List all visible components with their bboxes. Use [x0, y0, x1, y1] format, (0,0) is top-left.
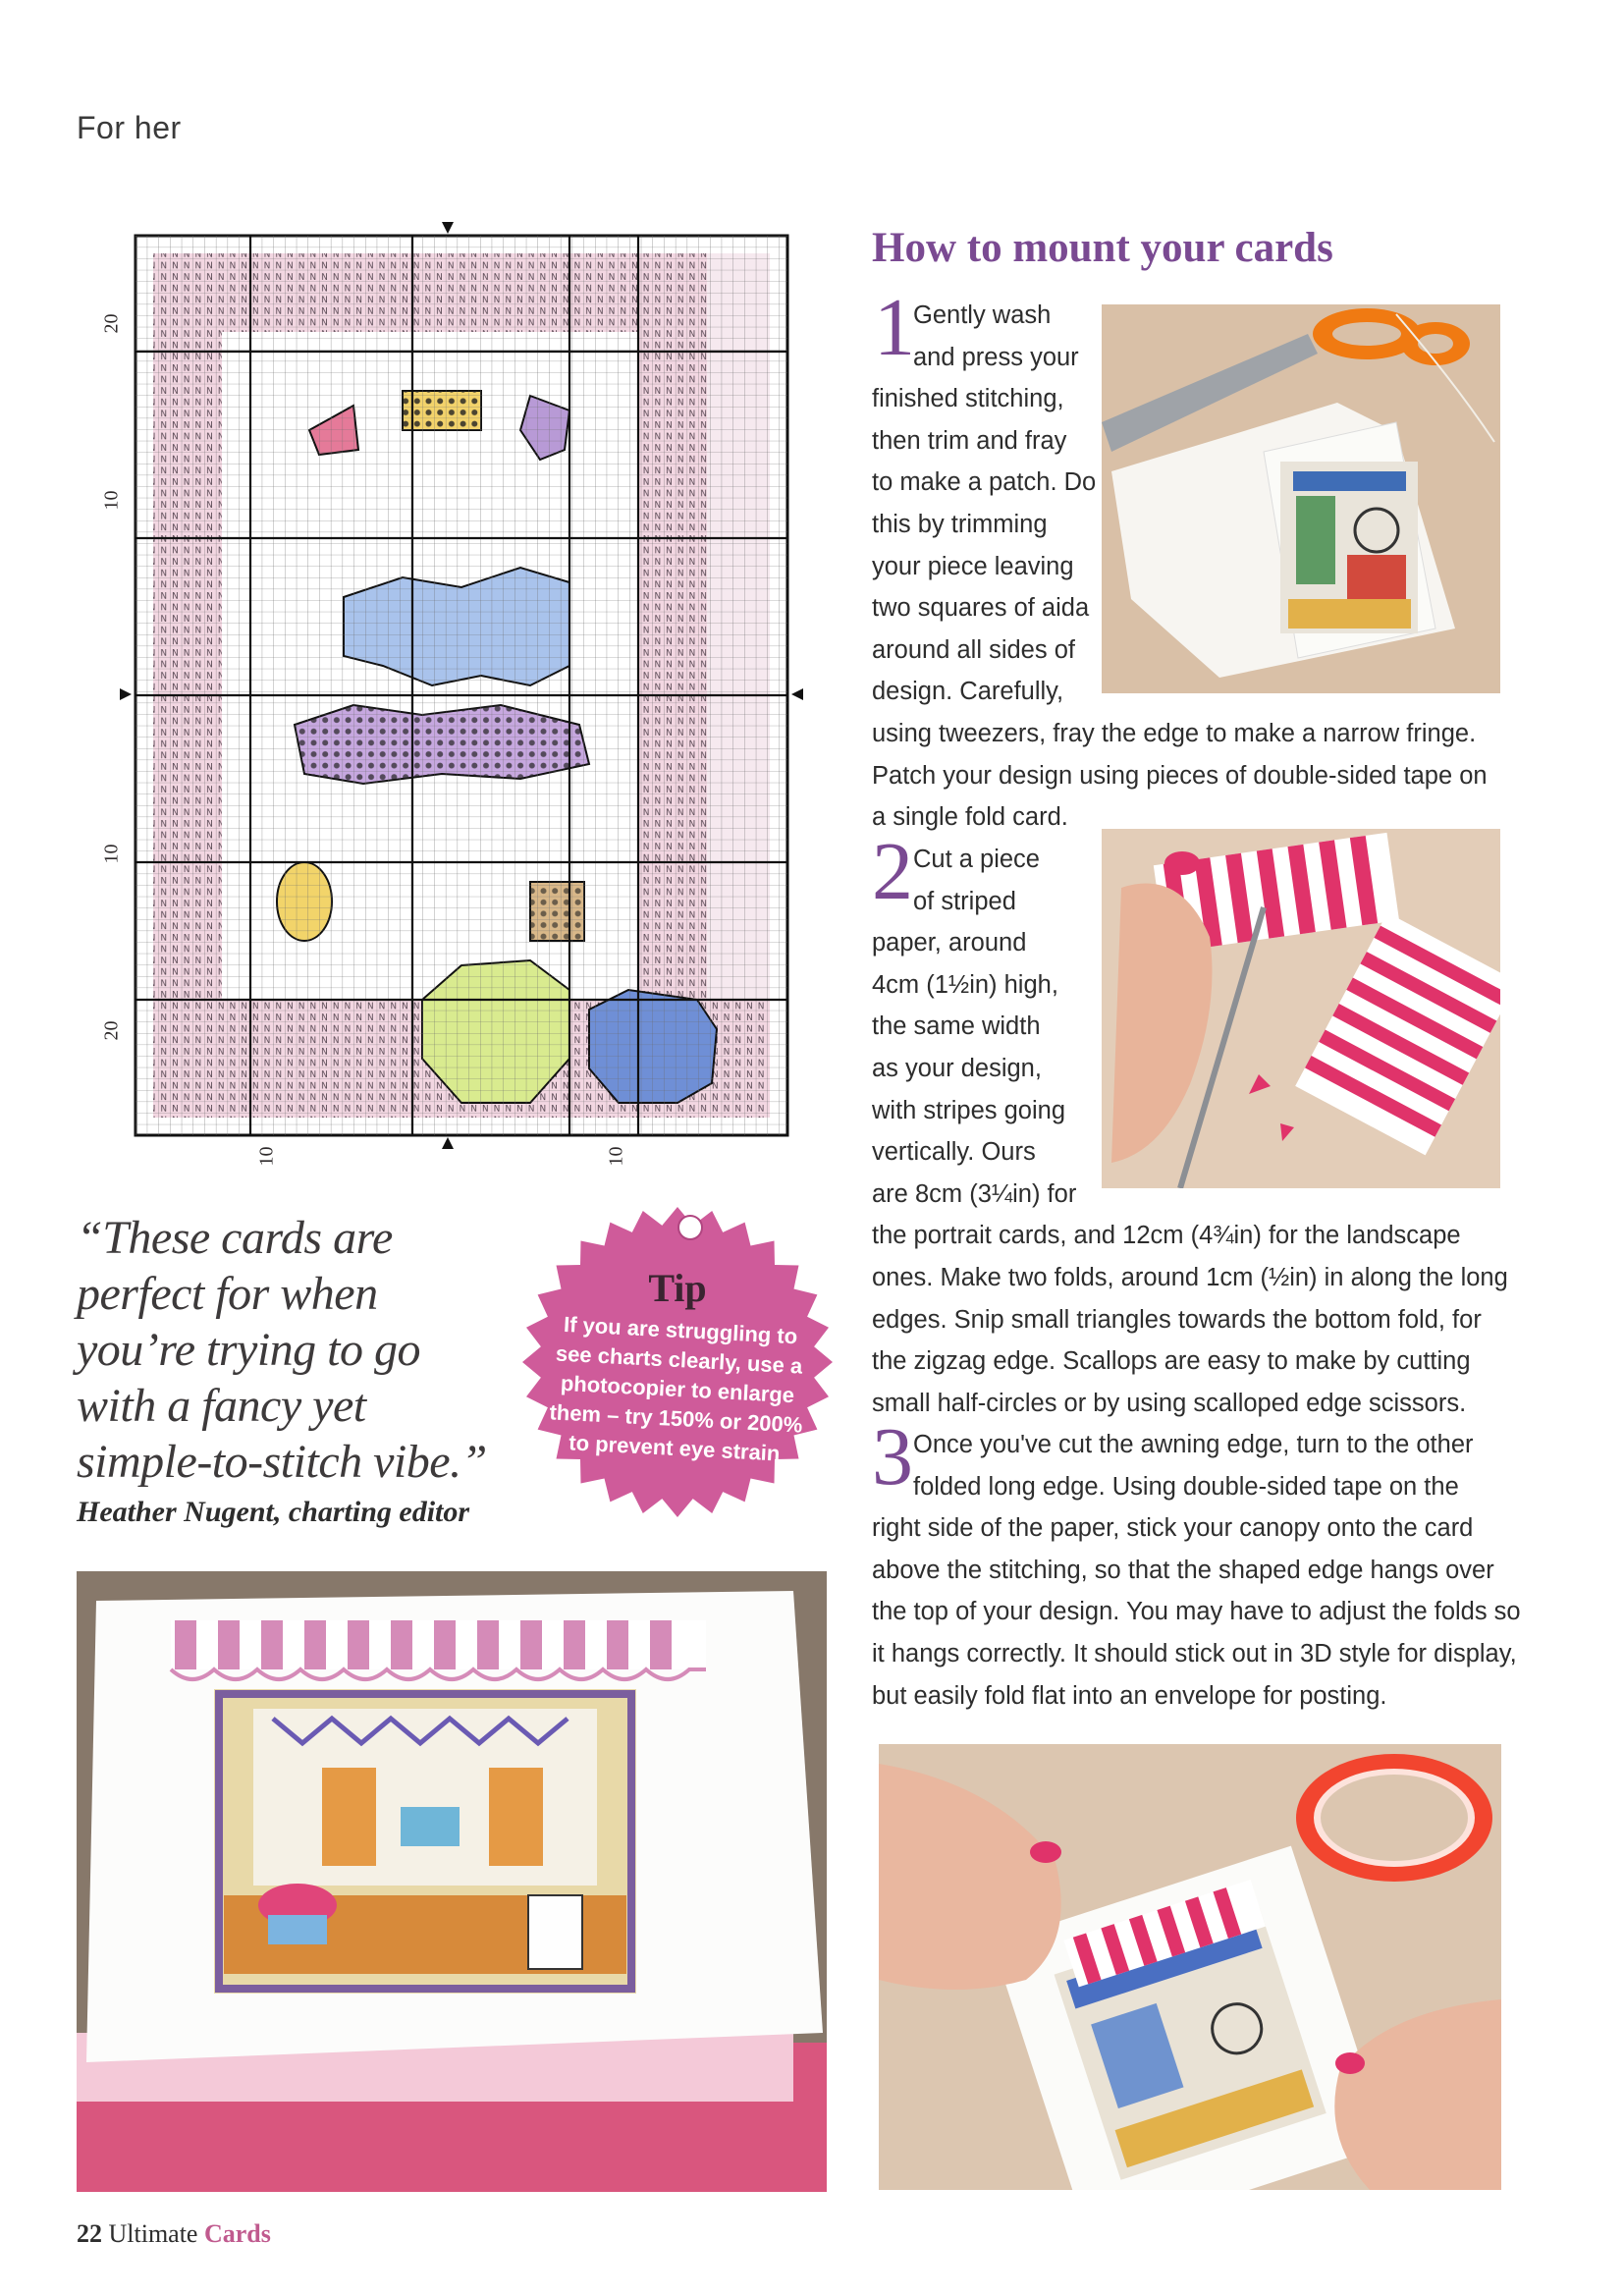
text-line: around all sides of: [872, 635, 1075, 664]
section-tag: For her: [77, 110, 182, 145]
text-line: this by trimming: [872, 511, 1048, 538]
text-line: Cut a piece: [913, 846, 1040, 873]
photo-cutting-stripes: [1102, 829, 1500, 1188]
tip-badge: [511, 1190, 844, 1524]
photo-trimming: [1102, 304, 1500, 693]
text-line: Gently wash: [913, 301, 1052, 329]
step-number: 3: [872, 1411, 913, 1503]
quote-line: “These cards are: [77, 1212, 393, 1264]
text-line: a single fold card.: [872, 803, 1068, 832]
text-line: folded long edge. Using double-sided tape on the: [913, 1472, 1459, 1501]
quote-text: [77, 1210, 568, 1490]
text-line: but easily fold flat into an envelope for posting.: [872, 1681, 1387, 1710]
text-line: the zigzag edge. Scallops are easy to make by cutting: [872, 1347, 1471, 1376]
tape-icon: [1296, 1754, 1492, 1882]
text-line: ones. Make two folds, around 1cm (½in) in along the long: [872, 1264, 1508, 1291]
step-3: [872, 1411, 1521, 1719]
text-line: the same width: [872, 1012, 1041, 1041]
text-line: small half-circles or by using scalloped edge scissors.: [872, 1389, 1467, 1417]
text-line: 4cm (1½in) high,: [872, 970, 1058, 999]
text-line: above the stitching, so that the shaped edge hangs over: [872, 1556, 1494, 1584]
text-line: it hangs correctly. It should stick out in 3D style for display,: [872, 1640, 1517, 1667]
photo-shop-card: [77, 1571, 827, 2192]
page-number: 22: [77, 2219, 102, 2248]
text-line: two squares of aida: [872, 594, 1090, 623]
howto-heading: How to mount your cards: [872, 225, 1333, 271]
step-number: 1: [874, 282, 915, 373]
pull-quote: [77, 1210, 568, 1529]
text-line: using tweezers, fray the edge to make a narrow fringe.: [872, 720, 1477, 747]
quote-line: with a fancy yet: [77, 1380, 366, 1432]
text-line: of striped: [913, 887, 1016, 915]
row-number: 20: [100, 313, 123, 334]
quote-line: you’re trying to go: [77, 1324, 420, 1376]
text-line: the top of your design. You may have to adjust the folds so: [872, 1598, 1521, 1626]
row-number: 10: [100, 490, 123, 511]
text-line: as your design,: [872, 1055, 1042, 1082]
col-number: 10: [255, 1146, 278, 1167]
text-line: to make a patch. Do: [872, 468, 1097, 497]
text-line: and press your: [913, 343, 1079, 371]
magazine-name: Ultimate: [108, 2219, 198, 2248]
text-line: Patch your design using pieces of double-sided tape on: [872, 761, 1488, 790]
text-line: Once you've cut the awning edge, turn to the other: [913, 1431, 1474, 1458]
magazine-name-accent: Cards: [203, 2219, 271, 2248]
text-line: paper, around: [872, 929, 1027, 957]
row-number: 20: [100, 1020, 123, 1041]
text-line: the portrait cards, and 12cm (4¾in) for the landscape: [872, 1222, 1461, 1250]
tip-body: If you are struggling to see charts clearly, use a photocopier to enlarge them – try 150% or 200% to prevent eye strain: [548, 1311, 803, 1466]
text-line: vertically. Ours: [872, 1138, 1036, 1167]
quote-line: simple-to-stitch vibe.”: [77, 1436, 487, 1488]
col-number: 10: [605, 1146, 627, 1167]
tip-title: Tip: [648, 1266, 707, 1310]
photo-sticking-awning: [879, 1744, 1501, 2190]
text-line: right side of the paper, stick your canopy onto the card: [872, 1514, 1474, 1543]
text-line: then trim and fray: [872, 426, 1067, 455]
text-line: edges. Snip small triangles towards the bottom fold, for: [872, 1305, 1482, 1334]
row-number: 10: [100, 844, 123, 864]
chart-row-numbers: [100, 312, 128, 1059]
page-footer: [77, 2219, 271, 2249]
text-line: your piece leaving: [872, 552, 1074, 580]
step-number: 2: [872, 826, 913, 917]
text-line: with stripes going: [872, 1096, 1066, 1124]
quote-line: perfect for when: [77, 1268, 378, 1320]
cross-stitch-chart: [100, 214, 815, 1167]
text-line: design. Carefully,: [872, 678, 1064, 706]
text-line: finished stitching,: [872, 385, 1064, 413]
quote-author: Heather Nugent, charting editor: [77, 1496, 470, 1528]
text-line: are 8cm (3¼in) for: [872, 1179, 1077, 1208]
